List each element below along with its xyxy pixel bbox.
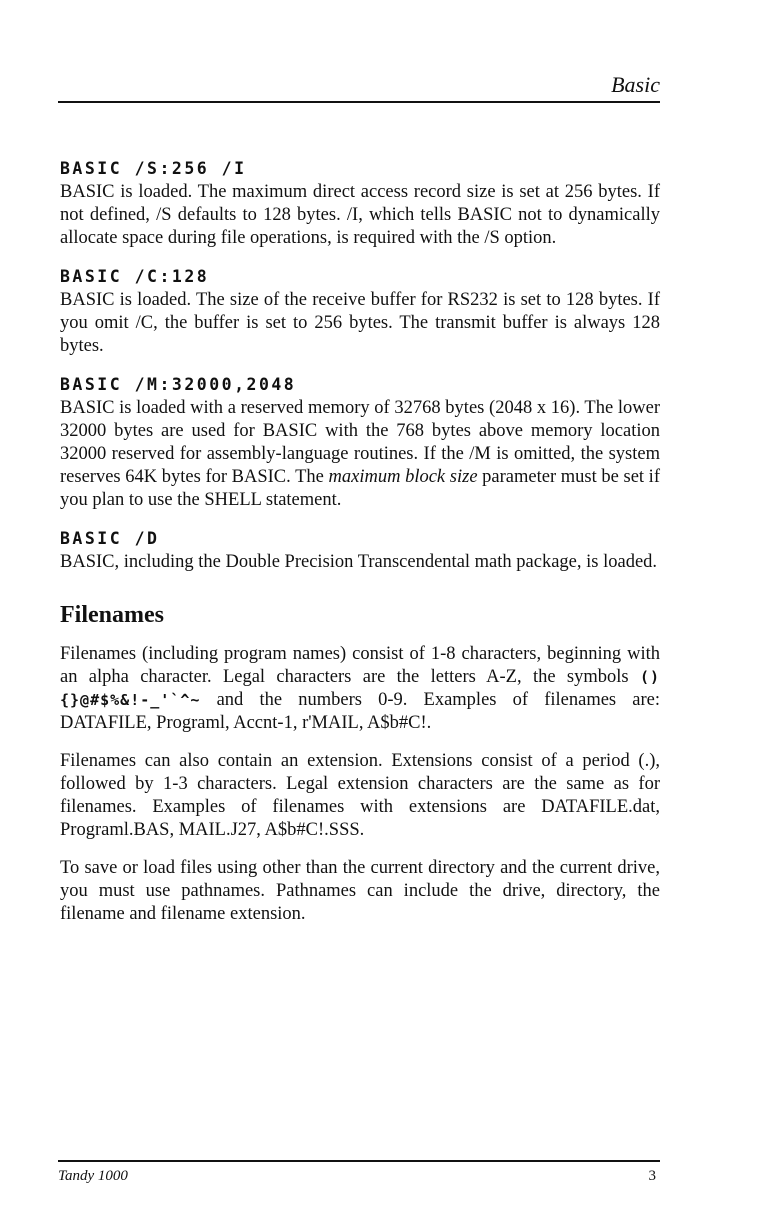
entry-s-option: [60, 157, 660, 250]
emphasis-term: maximum block size: [328, 467, 478, 487]
text-segment: parameter must be set if you plan to use the SHELL statement.: [60, 467, 660, 510]
header-rule: [58, 101, 660, 103]
legal-symbols: (){}@#$%&!-_'`^~: [60, 668, 660, 709]
command-line: BASIC /D: [60, 529, 160, 548]
text-segment: BASIC is loaded with a reserved memory of 32768 bytes (2048 x 16). The lower 32000 bytes are used for BASIC with the 768 bytes above memory location 32000 reserved for assembly-language routines. If the /M is omitted, the system reserves 64K bytes for BASIC. The: [60, 398, 660, 487]
text-segment: Filenames (including program names) consist of 1-8 characters, beginning with an alpha character. Legal characters are the letters A-Z, the symbols: [60, 644, 660, 687]
entry-d-option: [60, 527, 660, 574]
footer-rule: [58, 1160, 660, 1162]
filenames-paragraph-1: [60, 643, 660, 735]
entry-c-option: [60, 265, 660, 358]
command-line: BASIC /C:128: [60, 267, 210, 286]
entry-description: BASIC, including the Double Precision Transcendental math package, is loaded.: [60, 552, 658, 572]
footer-title: Tandy 1000: [58, 1168, 128, 1184]
entry-m-option: [60, 373, 660, 512]
filenames-paragraph-2: Filenames can also contain an extension. Extensions consist of a period (.), followed by 1-3 characters. Legal extension characters are the same as for filenames. Examples of filenames with extensions are DATAFILE.dat, Programl.BAS, MAIL.J27, A$b#C!.SSS.: [60, 751, 660, 840]
page-number: 3: [648, 1168, 656, 1184]
page-body: [60, 157, 660, 941]
section-heading-filenames: Filenames: [60, 602, 164, 628]
command-line: BASIC /S:256 /I: [60, 159, 247, 178]
entry-description: [60, 397, 660, 512]
text-segment: and the numbers 0-9. Examples of filenames are: DATAFILE, Programl, Accnt-1, r'MAIL, A$b#C!.: [60, 690, 660, 733]
entry-description: BASIC is loaded. The maximum direct access record size is set at 256 bytes. If not defined, /S defaults to 128 bytes. /I, which tells BASIC not to dynamically allocate space during file operations, is required with the /S option.: [60, 182, 660, 248]
entry-description: BASIC is loaded. The size of the receive buffer for RS232 is set to 128 bytes. If you omit /C, the buffer is set to 256 bytes. The transmit buffer is always 128 bytes.: [60, 290, 660, 356]
filenames-paragraph-3: To save or load files using other than the current directory and the current drive, you must use pathnames. Pathnames can include the drive, directory, the filename and filename extension.: [60, 858, 660, 924]
running-header: Basic: [611, 72, 660, 97]
command-line: BASIC /M:32000,2048: [60, 375, 297, 394]
